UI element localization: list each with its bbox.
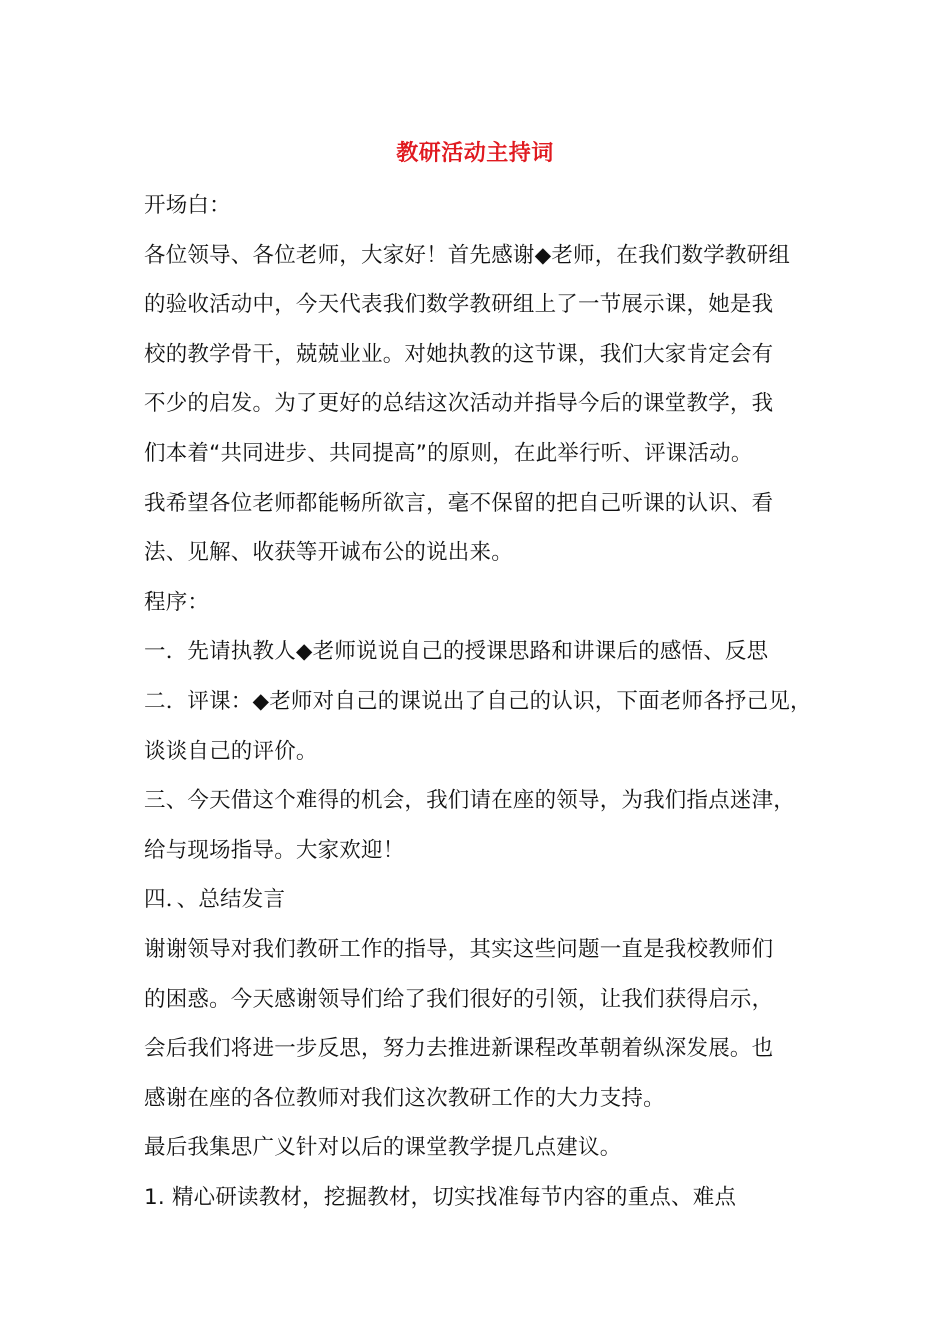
paragraph-line: 感谢在座的各位教师对我们这次教研工作的大力支持。: [144, 1085, 665, 1111]
section-heading-opening: 开场白：: [144, 193, 231, 218]
procedure-item-3: 三、今天借这个难得的机会，我们请在座的领导，为我们指点迷津，: [144, 788, 796, 814]
paragraph-line: 们本着“共同进步、共同提高”的原则，在此举行听、评课活动。: [144, 440, 753, 466]
paragraph-line: 谢谢领导对我们教研工作的指导，其实这些问题一直是我校教师们: [144, 936, 774, 962]
paragraph-line: 的验收活动中，今天代表我们数学教研组上了一节展示课，她是我: [144, 292, 774, 318]
paragraph-line: 法、见解、收获等开诚布公的说出来。: [144, 540, 513, 566]
paragraph-line: 谈谈自己的评价。: [144, 738, 318, 764]
paragraph-line: 最后我集思广义针对以后的课堂教学提几点建议。: [144, 1135, 622, 1161]
paragraph-line: 的困惑。今天感谢领导们给了我们很好的引领，让我们获得启示，: [144, 986, 774, 1012]
paragraph-line: 我希望各位老师都能畅所欲言，毫不保留的把自己听课的认识、看: [144, 490, 774, 516]
document-title: 教研活动主持词: [396, 141, 554, 166]
paragraph-line: 各位领导、各位老师，大家好！首先感谢◆老师，在我们数学教研组: [144, 242, 791, 268]
suggestion-item-1: 1. 精心研读教材，挖掘教材，切实找准每节内容的重点、难点: [144, 1184, 737, 1210]
paragraph-line: 不少的启发。为了更好的总结这次活动并指导今后的课堂教学，我: [144, 391, 774, 417]
procedure-item-1: 一．先请执教人◆老师说说自己的授课思路和讲课后的感悟、反思: [144, 639, 769, 665]
document-body: [144, 181, 834, 1222]
section-heading-procedure: 程序：: [144, 589, 210, 615]
procedure-item-4: 四．、总结发言: [144, 887, 286, 913]
paragraph-line: 校的教学骨干，兢兢业业。对她执教的这节课，我们大家肯定会有: [144, 341, 774, 367]
paragraph-line: 会后我们将进一步反思，努力去推进新课程改革朝着纵深发展。也: [144, 1036, 774, 1062]
procedure-item-2: 二．评课：◆老师对自己的课说出了自己的认识，下面老师各抒己见，: [144, 688, 812, 714]
paragraph-line: 给与现场指导。大家欢迎！: [144, 837, 405, 863]
